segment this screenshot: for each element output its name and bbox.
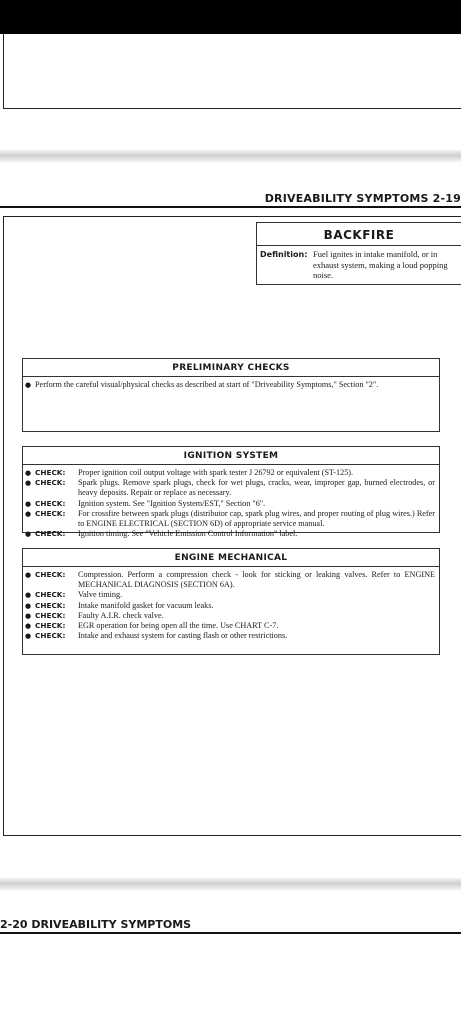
item-text: Intake and exhaust system for casting flash or other restrictions.	[78, 631, 288, 641]
next-page-header-rule	[0, 932, 461, 934]
item-text: For crossfire between spark plugs (distributor cap, spark plug wires, and proper routing of plug wires.) Refer to ENGINE ELECTRICAL (SECTION 6D) of appropriate service manual.	[78, 508, 435, 529]
page-separator	[0, 878, 461, 890]
list-item	[25, 509, 435, 529]
list-item	[25, 570, 435, 590]
bullet-icon: ●	[25, 632, 32, 641]
check-tag: CHECK:	[35, 508, 66, 518]
bullet-icon: ●	[25, 381, 32, 389]
check-tag: CHECK:	[35, 621, 66, 631]
list-item	[25, 621, 435, 631]
engine-mechanical-box	[22, 548, 440, 655]
bullet-icon: ●	[25, 622, 32, 631]
symptom-title-rule	[257, 245, 461, 246]
bullet-icon: ●	[25, 530, 32, 539]
check-tag: CHECK:	[35, 478, 66, 488]
list-item	[25, 529, 435, 539]
list-item	[25, 380, 435, 390]
definition-text: Fuel ignites in intake manifold, or in exhaust system, making a loud popping noise.	[313, 249, 448, 280]
item-text: Spark plugs. Remove spark plugs, check for wet plugs, cracks, wear, improper gap, burned electrodes, or heavy deposits. Repair or replace as necessary.	[78, 478, 435, 498]
list-item	[25, 631, 435, 641]
list-item	[25, 468, 435, 478]
bullet-icon: ●	[25, 601, 32, 610]
check-tag: CHECK:	[35, 529, 66, 539]
item-text: Perform the careful visual/physical checks as described at start of "Driveability Symptoms," Section "2".	[35, 380, 379, 389]
bullet-icon: ●	[25, 509, 32, 518]
bullet-icon: ●	[25, 571, 32, 579]
list-item	[25, 611, 435, 621]
check-tag: CHECK:	[35, 631, 66, 641]
check-tag: CHECK:	[35, 590, 66, 600]
bullet-icon: ●	[25, 591, 32, 600]
symptom-title: BACKFIRE	[323, 228, 395, 242]
bullet-icon: ●	[25, 479, 32, 488]
top-black-bar	[0, 0, 461, 34]
preliminary-checks-box	[22, 358, 440, 432]
symptom-box	[256, 222, 461, 285]
engine-mechanical-title: ENGINE MECHANICAL	[23, 549, 439, 567]
check-tag: CHECK:	[35, 468, 66, 477]
bullet-icon: ●	[25, 469, 32, 477]
item-text: Compression. Perform a compression check - look for sticking or leaking valves. Refer to ENGINE MECHANICAL DIAGNOSIS (SECTION 6A).	[78, 570, 435, 590]
check-tag: CHECK:	[35, 600, 66, 610]
definition-label: Definition:	[260, 250, 308, 259]
check-tag: CHECK:	[35, 610, 66, 620]
ignition-system-box	[22, 446, 440, 539]
item-text: Faulty A.I.R. check valve.	[78, 610, 164, 620]
preliminary-checks-title: PRELIMINARY CHECKS	[23, 359, 439, 377]
item-text: Ignition timing. See "Vehicle Emission Control Information" label.	[78, 529, 298, 539]
item-text: Proper ignition coil output voltage with spark tester J 26792 or equivalent (ST-125).	[78, 468, 354, 477]
page-header	[0, 188, 461, 208]
previous-page-frame	[3, 34, 461, 109]
item-text: Intake manifold gasket for vacuum leaks.	[78, 600, 214, 610]
check-tag: CHECK:	[35, 570, 66, 579]
list-item	[25, 478, 435, 498]
item-text: Ignition system. See "Ignition System/EST," Section "6".	[78, 498, 266, 508]
bullet-icon: ●	[25, 499, 32, 508]
page-header-title: DRIVEABILITY SYMPTOMS 2-19	[264, 192, 461, 205]
ignition-system-title: IGNITION SYSTEM	[23, 447, 439, 465]
list-item	[25, 499, 435, 509]
bullet-icon: ●	[25, 611, 32, 620]
item-text: Valve timing.	[78, 590, 123, 600]
page-separator	[0, 150, 461, 162]
next-page-header-title: 2-20 DRIVEABILITY SYMPTOMS	[0, 918, 192, 931]
check-tag: CHECK:	[35, 498, 66, 508]
list-item	[25, 601, 435, 611]
item-text: EGR operation for being open all the time. Use CHART C-7.	[78, 621, 279, 631]
header-rule	[0, 206, 461, 208]
list-item	[25, 590, 435, 600]
